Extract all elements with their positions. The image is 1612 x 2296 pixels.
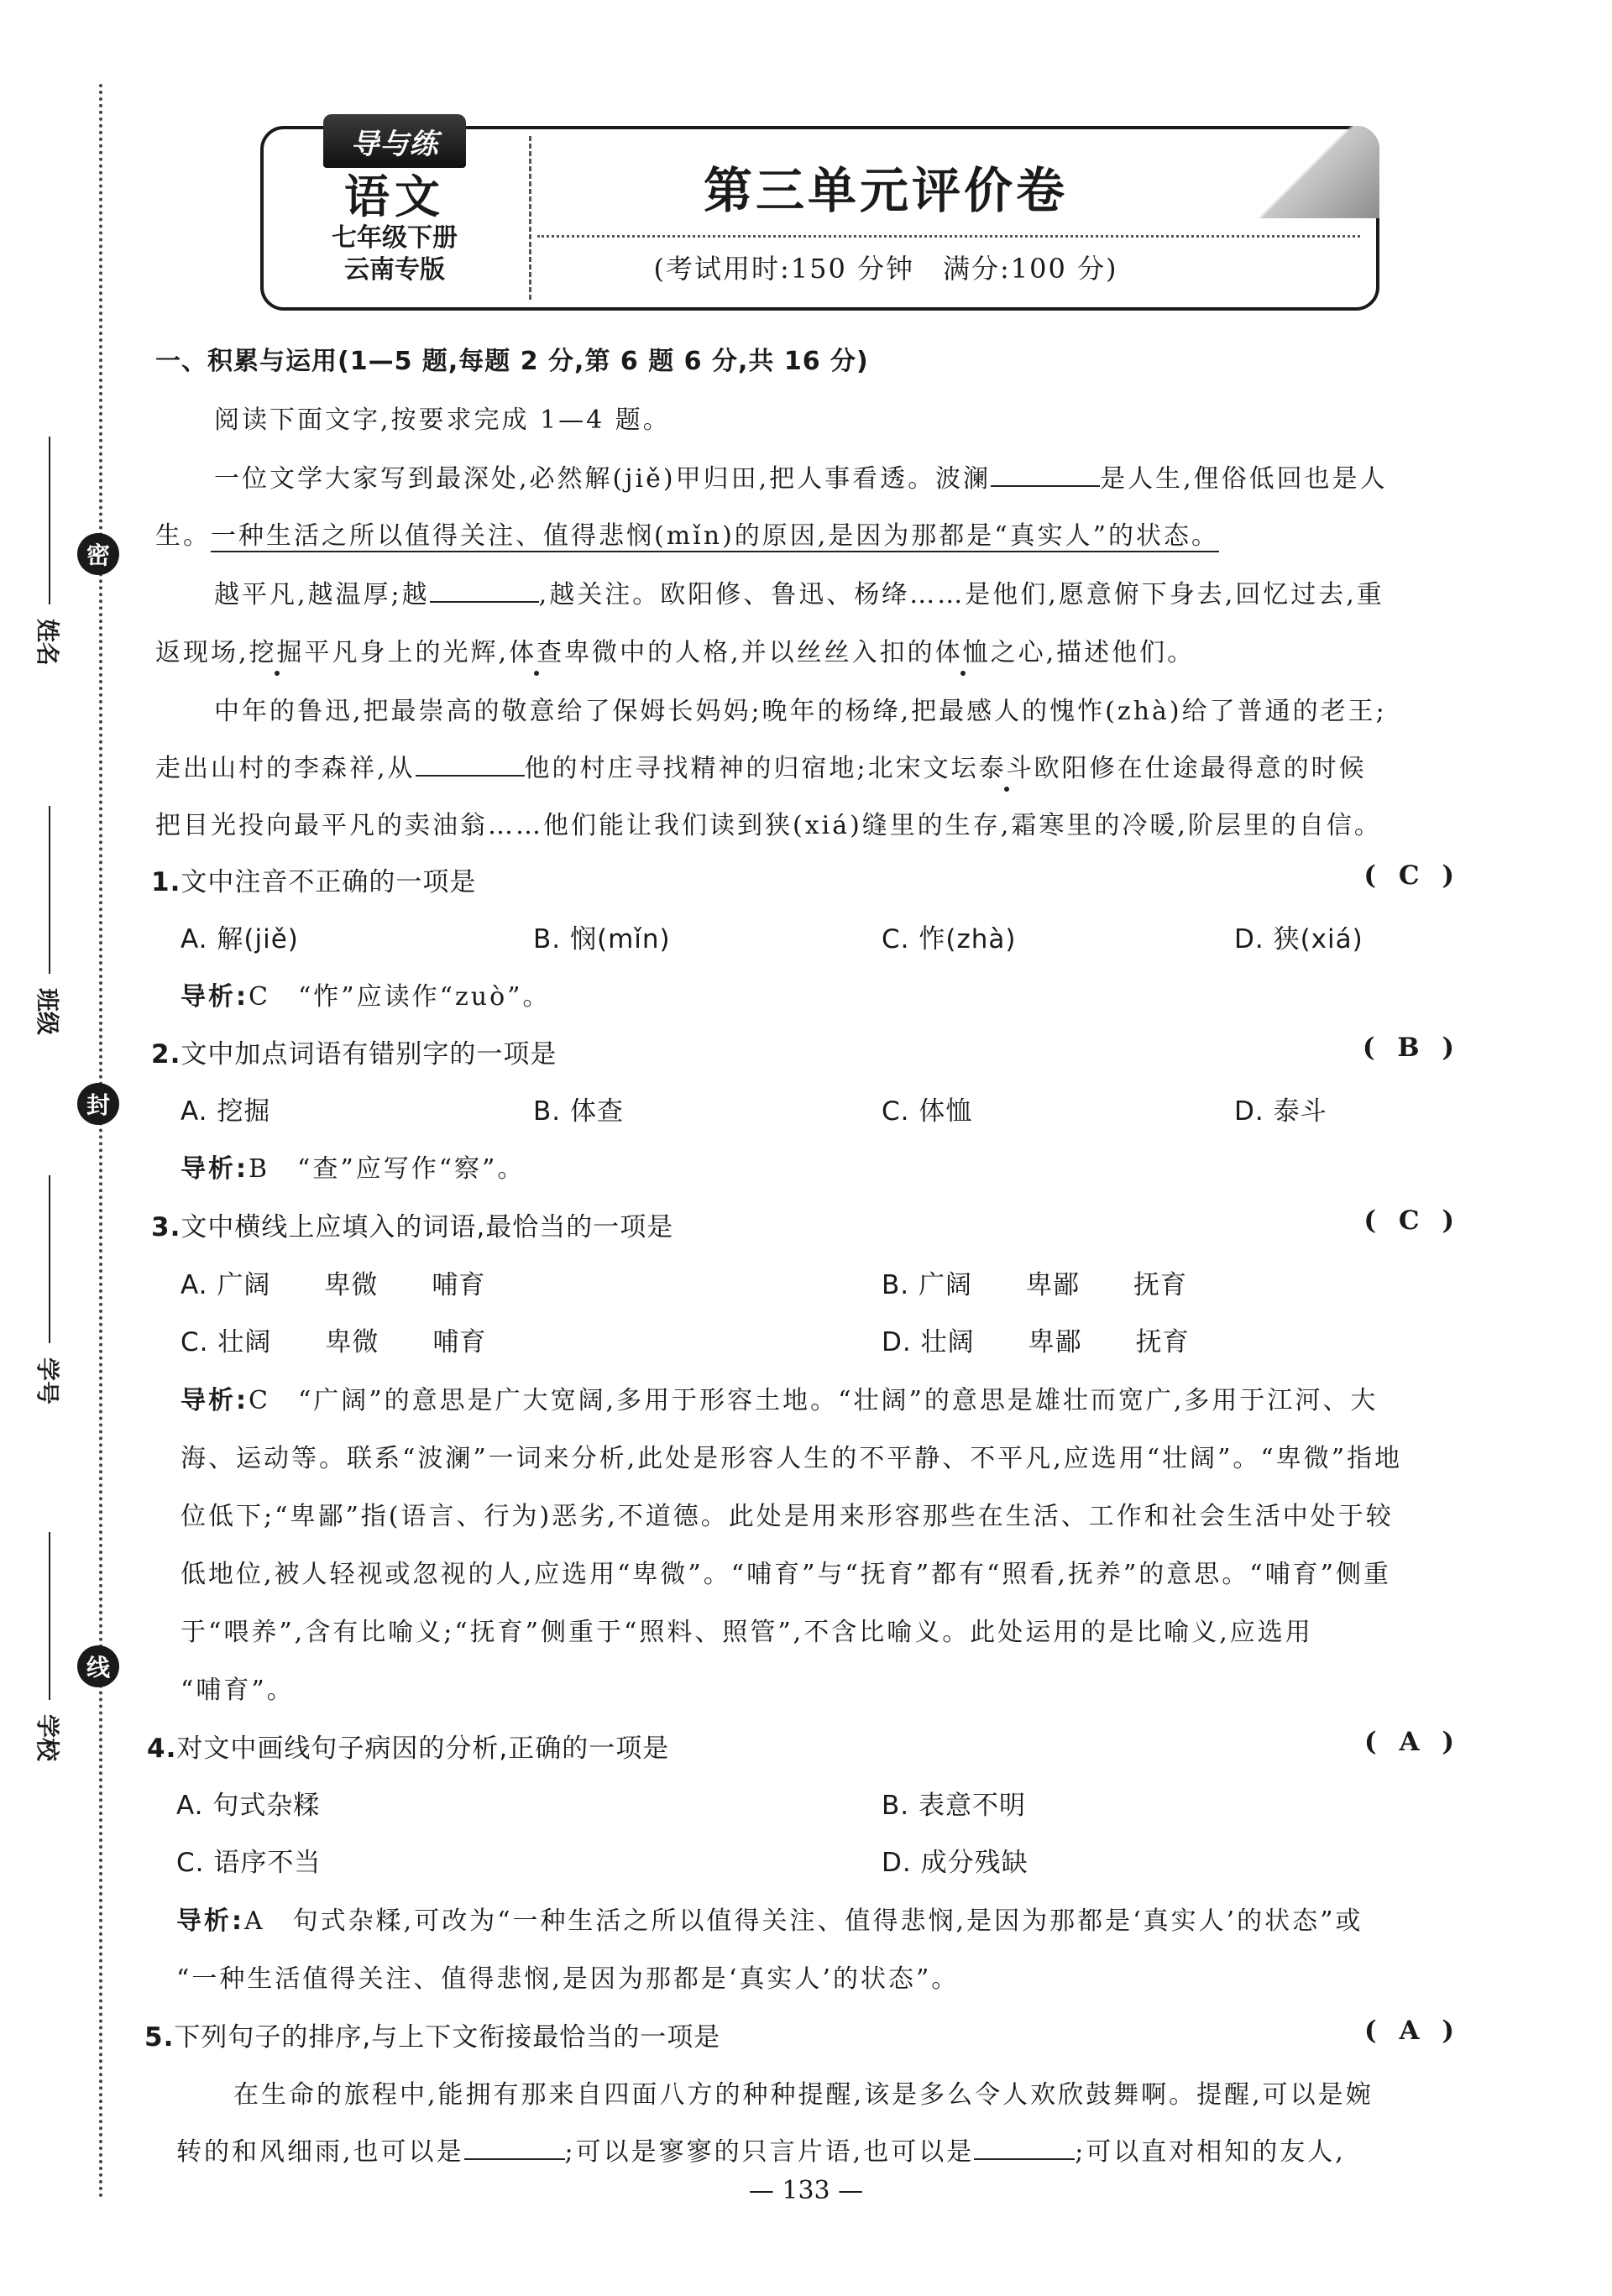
passage-text: 一位文学大家写到最深处,必然解(jiě)甲归田,把人事看透。波澜: [214, 464, 992, 494]
answer-blank: [464, 2135, 565, 2160]
analysis-line: “一种生活值得关注、值得悲悯,是因为那都是‘真实人’的状态”。: [176, 1964, 960, 1994]
passage-line: [155, 631, 1195, 668]
answer-mark: ( B ): [1362, 1033, 1461, 1063]
name-label: 姓名: [34, 618, 62, 667]
answer-mark: ( A ): [1364, 2016, 1461, 2046]
passage-text: 卑微中的人格,并以丝丝入扣的: [564, 638, 935, 667]
answer-blank: [991, 462, 1100, 487]
dotted-word: 泰斗: [978, 754, 1034, 783]
analysis-line: 海、运动等。联系“波澜”一词来分析,此处是形容人生的不平静、不平凡,应选用“壮阔”。“卑微”指地: [181, 1444, 1403, 1473]
page-number: — 133 —: [748, 2176, 864, 2205]
header-corner-decoration: [1237, 126, 1379, 218]
question-stem: 下列句子的排序,与上下文衔接最恰当的一项是: [174, 2022, 721, 2053]
passage-line: 在生命的旅程中,能拥有那来自四面八方的种种提醒,该是多么令人欢欣鼓舞啊。提醒,可以是婉: [233, 2080, 1374, 2110]
answer-blank: [416, 751, 525, 777]
school-label: 学校: [34, 1713, 62, 1762]
question-number: 5.: [144, 2022, 175, 2053]
analysis-label: 导析:: [181, 982, 249, 1012]
passage-text: 走出山村的李森祥,从: [155, 754, 416, 783]
question-stem: 文中注音不正确的一项是: [181, 867, 477, 897]
question-2: [151, 1033, 557, 1070]
seal-mi: 密: [77, 533, 119, 575]
question-number: 3.: [151, 1212, 181, 1242]
analysis-label: 导析:: [176, 1906, 244, 1936]
brand-logo: 导与练: [323, 114, 466, 168]
question-5: [144, 2016, 720, 2053]
option-a: A. 句式杂糅: [176, 1791, 321, 1821]
passage-line: [155, 515, 1219, 552]
analysis: [181, 975, 551, 1012]
student-id-label: 学号: [34, 1357, 62, 1405]
dotted-word: 体查: [509, 638, 565, 667]
analysis-text: B “查”应写作“察”。: [249, 1154, 526, 1184]
passage-line: [214, 573, 1384, 610]
class-label: 班级: [34, 987, 62, 1036]
option-a: A. 广阔 卑微 哺育: [181, 1270, 486, 1300]
passage-line: 把目光投向最平凡的卖油翁……他们能让我们读到狭(xiá)缝里的生存,霜寒里的冷暖,阶层里的自信。: [155, 811, 1382, 840]
header-rule: [537, 235, 1360, 238]
analysis-line: 于“喂养”,含有比喻义;“抚育”侧重于“照料、照管”,不含比喻义。此处运用的是比喻义,应选用: [181, 1618, 1313, 1647]
option-d: D. 成分残缺: [882, 1848, 1028, 1878]
passage-text: 他的村庄寻找精神的归宿地;北宋文坛: [524, 754, 979, 783]
analysis-label: 导析:: [181, 1386, 249, 1415]
grade: 七年级下册: [332, 223, 458, 253]
analysis: [181, 1379, 1378, 1416]
seal-feng: 封: [77, 1083, 119, 1125]
question-4: [147, 1727, 669, 1765]
dotted-word: 挖掘: [249, 638, 305, 667]
analysis: [176, 1900, 1363, 1937]
question-stem: 对文中画线句子病因的分析,正确的一项是: [176, 1734, 670, 1764]
option-c: C. 体恤: [882, 1096, 973, 1127]
answer-blank: [974, 2135, 1075, 2160]
passage-text: 转的和风细雨,也可以是: [176, 2137, 464, 2167]
answer-mark: ( A ): [1364, 1727, 1461, 1757]
seal-xian: 线: [77, 1645, 119, 1687]
passage-line: [214, 458, 1388, 494]
analysis-label: 导析:: [181, 1154, 249, 1184]
header-divider: [529, 136, 531, 300]
passage-text: 越平凡,越温厚;越: [214, 580, 430, 609]
question-number: 4.: [147, 1734, 177, 1764]
subject: 语文: [344, 170, 445, 223]
passage-text: 生。: [155, 521, 211, 551]
passage-text: ,越关注。欧阳修、鲁迅、杨绛……是他们,愿意俯下身去,回忆过去,重: [538, 580, 1384, 609]
option-b: B. 体查: [533, 1096, 624, 1127]
analysis-line: 低地位,被人轻视或忽视的人,应选用“卑微”。“哺育”与“抚育”都有“照看,抚养”的意思。“哺育”侧重: [181, 1560, 1391, 1589]
passage-line: [176, 2131, 1346, 2168]
answer-mark: ( C ): [1363, 1206, 1461, 1236]
option-a: A. 挖掘: [181, 1096, 271, 1127]
binding-dotted-line: [99, 84, 102, 2199]
question-3: [151, 1206, 673, 1243]
school-write-line: [49, 1532, 50, 1700]
header-book-info: [285, 172, 504, 286]
name-write-line: [49, 437, 50, 604]
instruction: 阅读下面文字,按要求完成 1—4 题。: [214, 405, 671, 435]
question-number: 2.: [151, 1039, 181, 1070]
passage-text: ;可以是寥寥的只言片语,也可以是: [564, 2137, 975, 2167]
option-c: C. 语序不当: [176, 1848, 322, 1878]
analysis-text: A 句式杂糅,可改为“一种生活之所以值得关注、值得悲悯,是因为那都是‘真实人’的状态”或: [244, 1906, 1363, 1936]
student-id-write-line: [49, 1175, 50, 1343]
option-b: B. 悯(mǐn): [533, 924, 671, 954]
analysis-line: “哺育”。: [181, 1676, 295, 1705]
option-a: A. 解(jiě): [181, 924, 299, 954]
option-d: D. 泰斗: [1234, 1096, 1327, 1127]
analysis-text: C “怍”应读作“zuò”。: [249, 982, 551, 1012]
passage-text: 返现场,: [155, 638, 249, 667]
class-write-line: [49, 806, 50, 974]
passage-text: 欧阳修在仕途最得意的时候: [1034, 754, 1367, 783]
option-c: C. 壮阔 卑微 哺育: [181, 1327, 487, 1357]
exam-info: (考试用时:150 分钟 满分:100 分): [653, 253, 1118, 285]
passage-text: 之心,描述他们。: [990, 638, 1196, 667]
page-title: 第三单元评价卷: [703, 162, 1068, 219]
passage-text: ;可以直对相知的友人,: [1075, 2137, 1346, 2167]
edition: 云南专版: [344, 255, 445, 285]
underlined-sentence: 一种生活之所以值得关注、值得悲悯(mǐn)的原因,是因为那都是“真实人”的状态。: [211, 521, 1219, 551]
passage-line: [155, 747, 1367, 784]
question-stem: 文中加点词语有错别字的一项是: [181, 1039, 557, 1070]
section-heading: 一、积累与运用(1—5 题,每题 2 分,第 6 题 6 分,共 16 分): [155, 347, 869, 376]
option-c: C. 怍(zhà): [882, 924, 1017, 954]
analysis: [181, 1148, 525, 1185]
option-d: D. 壮阔 卑鄙 抚育: [882, 1327, 1190, 1357]
option-b: B. 广阔 卑鄙 抚育: [882, 1270, 1187, 1300]
question-1: [151, 860, 476, 898]
answer-mark: ( C ): [1363, 860, 1461, 891]
analysis-line: 位低下;“卑鄙”指(语言、行为)恶劣,不道德。此处是用来形容那些在生活、工作和社会生活中处于较: [181, 1502, 1394, 1531]
question-number: 1.: [151, 867, 181, 897]
passage-text: 是人生,俚俗低回也是人: [1100, 464, 1388, 494]
answer-blank: [430, 578, 539, 603]
option-b: B. 表意不明: [882, 1791, 1026, 1821]
passage-text: 平凡身上的光辉,: [304, 638, 510, 667]
question-stem: 文中横线上应填入的词语,最恰当的一项是: [181, 1212, 674, 1242]
option-d: D. 狭(xiá): [1234, 924, 1363, 954]
analysis-text: C “广阔”的意思是广大宽阔,多用于形容土地。“壮阔”的意思是雄壮而宽广,多用于江河、大: [249, 1386, 1379, 1415]
passage-line: 中年的鲁迅,把最崇高的敬意给了保姆长妈妈;晚年的杨绛,把最感人的愧怍(zhà)给了普通的老王;: [214, 697, 1387, 726]
dotted-word: 体恤: [934, 638, 991, 667]
